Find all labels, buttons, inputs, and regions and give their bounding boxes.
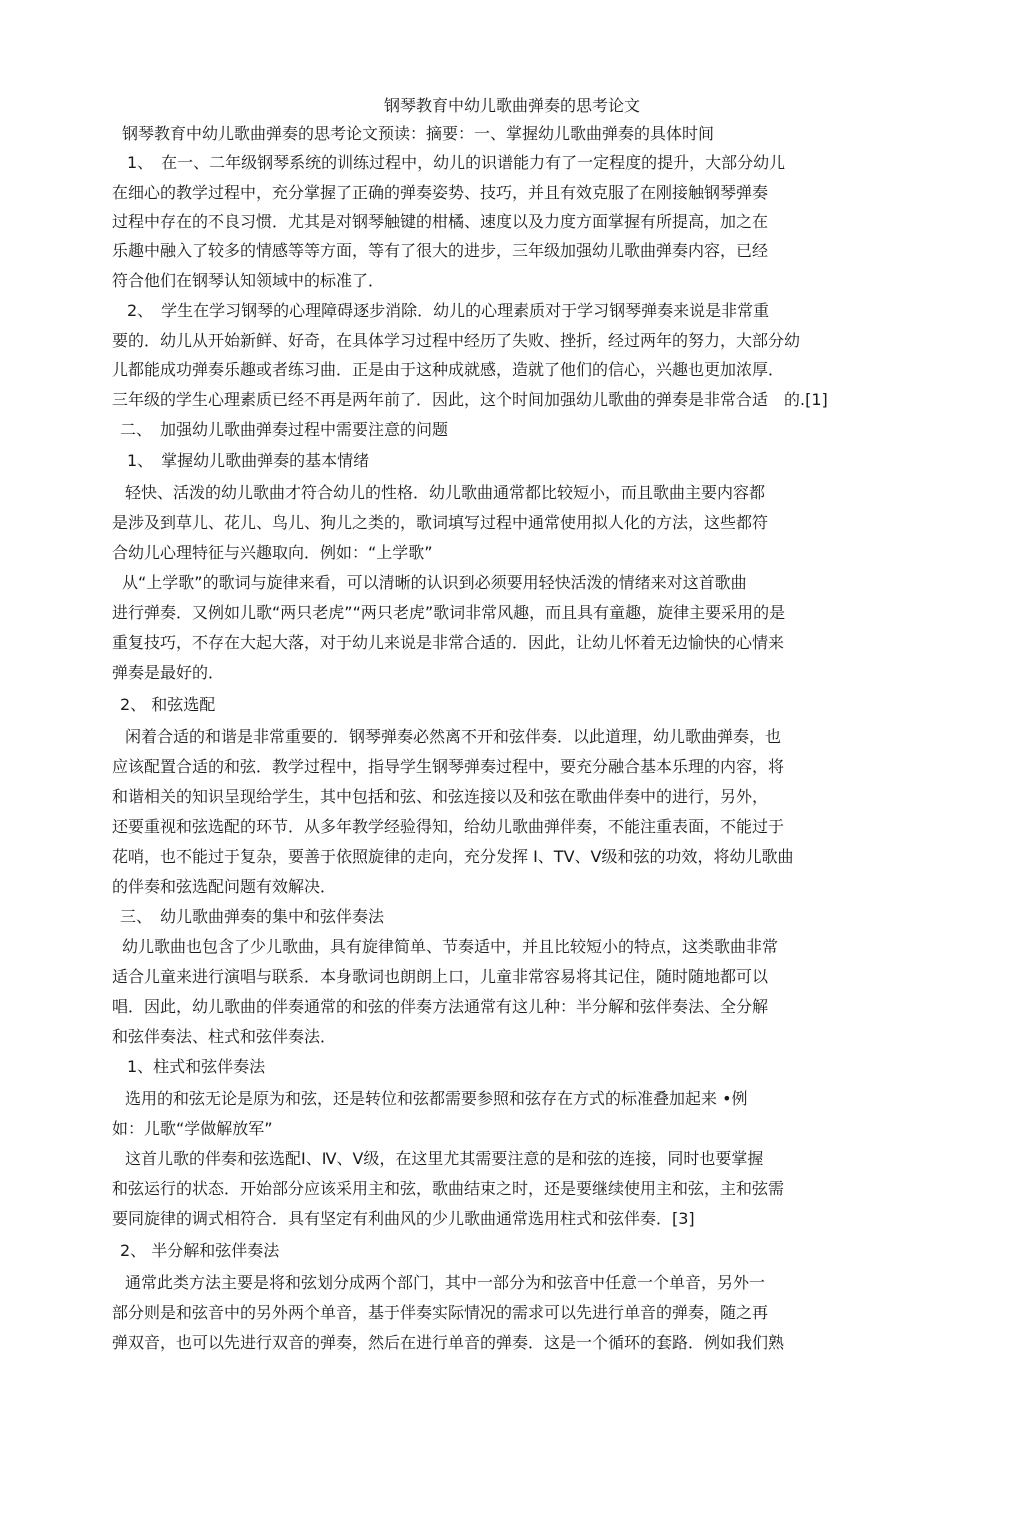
document-line: 弹双音，也可以先进行双音的弹奏，然后在进行单音的弹奏．这是一个循环的套路．例如我们熟 <box>112 1333 785 1352</box>
document-line: 的伴奏和弦选配问题有效解决． <box>112 877 337 896</box>
document-line: 应该配置合适的和弦．教学过程中，指导学生钢琴弹奏过程中，要充分融合基本乐理的内容，将 <box>112 757 785 776</box>
document-line: 要同旋律的调式相符合．具有坚定有利曲风的少儿歌曲通常选用柱式和弦伴奏．[3] <box>112 1209 695 1228</box>
document-line: 过程中存在的不良习惯．尤其是对钢琴触键的柑橘、速度以及力度方面掌握有所提高，加之在 <box>112 212 769 231</box>
document-line: 花哨，也不能过于复杂，要善于依照旋律的走向，充分发挥 Ⅰ、TV、V级和弦的功效，将幼儿歌曲 <box>112 847 794 866</box>
document-line: 这首儿歌的伴奏和弦选配Ⅰ、Ⅳ、Ⅴ级，在这里尤其需要注意的是和弦的连接，同时也要掌握 <box>125 1149 764 1168</box>
document-line: 二、 加强幼儿歌曲弹奏过程中需要注意的问题 <box>120 420 449 439</box>
document-line: 轻快、活泼的幼儿歌曲才符合幼儿的性格．幼儿歌曲通常都比较短小，而且歌曲主要内容都 <box>125 483 766 502</box>
document-line: 1、柱式和弦伴奏法 <box>127 1057 266 1076</box>
document-line: 和谐相关的知识呈现给学生，其中包括和弦、和弦连接以及和弦在歌曲伴奏中的进行，另外， <box>112 787 769 806</box>
document-line: 1、 掌握幼儿歌曲弹奏的基本情绪 <box>127 451 370 470</box>
document-line: 2、 半分解和弦伴奏法 <box>120 1241 280 1260</box>
document-line: 如：儿歌“学做解放军” <box>112 1119 273 1138</box>
document-line: 三年级的学生心理素质已经不再是两年前了．因此，这个时间加强幼儿歌曲的弹奏是非常合适 的.[1] <box>112 390 828 409</box>
document-line: 在细心的教学过程中，充分掌握了正确的弹奏姿势、技巧，并且有效克服了在刚接触钢琴弹奏 <box>112 183 769 202</box>
document-line: 和弦运行的状态．开始部分应该采用主和弦，歌曲结束之时，还是要继续使用主和弦，主和弦需 <box>112 1179 785 1198</box>
document-line: 1、 在一、二年级钢琴系统的训练过程中，幼儿的识谱能力有了一定程度的提升，大部分幼儿 <box>127 153 786 172</box>
document-line: 进行弹奏．又例如儿歌“两只老虎”“两只老虎”歌词非常风趣，而且具有童趣，旋律主要采用的是 <box>112 603 786 622</box>
document-line: 弹奏是最好的． <box>112 663 225 682</box>
document-line: 合幼儿心理特征与兴趣取向．例如：“上学歌” <box>112 543 433 562</box>
document-line: 通常此类方法主要是将和弦划分成两个部门，其中一部分为和弦音中任意一个单音，另外一 <box>125 1273 766 1292</box>
document-line: 乐趣中融入了较多的情感等等方面，等有了很大的进步，三年级加强幼儿歌曲弹奏内容，已经 <box>112 241 769 260</box>
document-line: 三、 幼儿歌曲弹奏的集中和弦伴奏法 <box>120 907 385 926</box>
document-line: 儿都能成功弹奏乐趣或者练习曲．正是由于这种成就感，造就了他们的信心，兴趣也更加浓厚． <box>112 360 785 379</box>
document-line: 从“上学歌”的歌词与旋律来看，可以清晰的认识到必须要用轻快活泼的情绪来对这首歌曲 <box>122 573 747 592</box>
document-line: 2、 和弦选配 <box>120 695 216 714</box>
document-line: 是涉及到草儿、花儿、鸟儿、狗儿之类的，歌词填写过程中通常使用拟人化的方法，这些都符 <box>112 513 769 532</box>
document-line: 闲着合适的和谐是非常重要的．钢琴弹奏必然离不开和弦伴奏．以此道理，幼儿歌曲弹奏，也 <box>125 727 782 746</box>
document-line: 符合他们在钢琴认知领域中的标准了． <box>112 271 385 290</box>
document-line: 钢琴教育中幼儿歌曲弹奏的思考论文预读：摘要：一、掌握幼儿歌曲弹奏的具体时间 <box>122 124 715 143</box>
document-line: 要的．幼儿从开始新鲜、好奇，在具体学习过程中经历了失败、挫折，经过两年的努力，大部分幼 <box>112 331 801 350</box>
document-line: 唱．因此，幼儿歌曲的伴奏通常的和弦的伴奏方法通常有这儿种：半分解和弦伴奏法、全分解 <box>112 997 769 1016</box>
document-line: 部分则是和弦音中的另外两个单音，基于伴奏实际情况的需求可以先进行单音的弹奏，随之再 <box>112 1303 769 1322</box>
document-line: 适合儿童来进行演唱与联系．本身歌词也朗朗上口，儿童非常容易将其记住，随时随地都可以 <box>112 967 769 986</box>
document-line: 还要重视和弦选配的环节．从多年教学经验得知，给幼儿歌曲弹伴奏，不能注重表面，不能过于 <box>112 817 785 836</box>
document-line: 重复技巧，不存在大起大落，对于幼儿来说是非常合适的．因此，让幼儿怀着无边愉快的心情来 <box>112 633 785 652</box>
document-line: 和弦伴奏法、柱式和弦伴奏法． <box>112 1027 337 1046</box>
document-line: 幼儿歌曲也包含了少儿歌曲，具有旋律简单、节奏适中，并且比较短小的特点，这类歌曲非常 <box>122 937 779 956</box>
document-line: 2、 学生在学习钢琴的心理障碍逐步消除．幼儿的心理素质对于学习钢琴弹奏来说是非常重 <box>127 301 770 320</box>
document-title: 钢琴教育中幼儿歌曲弹奏的思考论文 <box>383 96 640 115</box>
document-line: 选用的和弦无论是原为和弦，还是转位和弦都需要参照和弦存在方式的标准叠加起来 •例 <box>125 1089 748 1108</box>
